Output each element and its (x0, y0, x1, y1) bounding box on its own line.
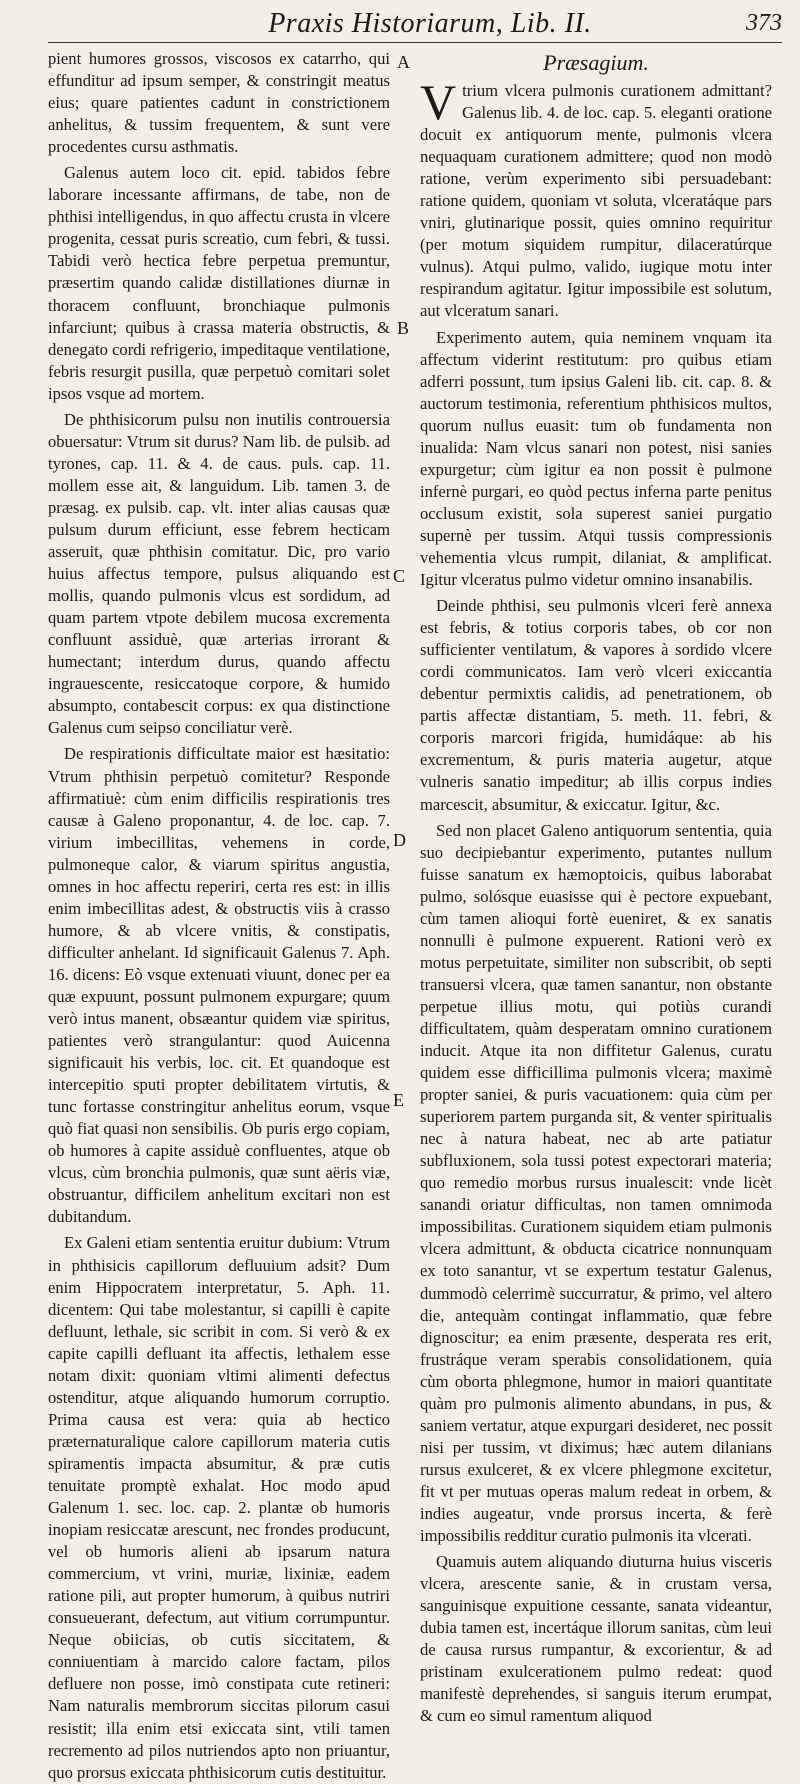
paragraph-text: trium vlcera pulmonis curationem admittant? Galenus lib. 4. de loc. cap. 5. eleganti oratione docuit ex antiquorum mente, pulmonis vlcera nequaquam curationem admittere; quod non modò ratione, verùm experimento sibi persuadebant: ratione quidem, quoniam vt soluta, vlceratáque pars vniri, glutinarique possit, quies omnino requiritur (per motum siquidem rumpitur, dilaceratúrque vulnus). Atqui pulmo, valido, iugique motu inter respirandum agitatur. Igitur impossibile est solutum, aut vlceratum sanari. (420, 81, 772, 321)
paragraph: De respirationis difficultate maior est hæsitatio: Vtrum phthisin perpetuò comitetur? Responde affirmatiuè: cùm enim difficilis respirationis tres causæ à Galeno proponantur, 4. de loc. cap. 7. virium imbecillitas, vehemens in corde, pulmoneque calor, & viarum spiritus angustia, omnes in hoc affectu reperiri, certa res est: in illis enim imbecillitas adest, & obstructis viis à crasso humore, & ab vlcere vnitis, & constipatis, difficulter anhelant. Id significauit Galenus 7. Aph. 16. dicens: Eò vsque extenuati viuunt, donec per ea quæ expuunt, possunt pulmonem expurgare; quum verò intus manent, obsæantur quidem viæ spiritus, patientes verò strangulantur: quod Auicenna significauit his verbis, loc. cit. Et quandoque est intercepitio sputi propter debilitatem virtutis, & tunc fortasse constringitur anhelitus eorum, vsque quò fiat quasi non sensibilis. Ob puris ergo copiam, ob humores à capite assiduè confluentes, atque ob vlcus, cùm bronchia pulmonis, quæ sunt aëris viæ, obstruantur, difficilem anhelitum excitari non est dubitandum. (48, 744, 390, 1227)
section-title: Præsagium. (543, 50, 649, 75)
right-column (420, 48, 772, 1727)
margin-letter-d: D (393, 830, 406, 850)
paragraph: Deinde phthisi, seu pulmonis vlceri ferè annexa est febris, & totius corporis tabes, ob cor non sufficienter ventilatum, & vapores à sordido vlcere cordi communicatos. Iam verò vlceri exiccantia debentur permixtis calidis, ad penetrationem, ob partis affectæ distantiam, 5. meth. 11. febri, & corporis marcori frigida, humidáque: ab his excrementum, & puris materia augetur, atque vulneris sanatio impeditur; ab illis corpus indies marcescit, absumitur, & exiccatur. Igitur, &c. (420, 596, 772, 814)
margin-letter-b: B (397, 318, 410, 338)
margin-letter-a: A (397, 52, 410, 72)
paragraph (420, 74, 772, 323)
paragraph: Ex Galeni etiam sententia eruitur dubium: Vtrum in phthisicis capillorum defluuium adsit? Dum enim Hippocratem interpretatur, 5. Aph. 11. dicentem: Qui tabe molestantur, si capilli è capite defluunt, lethale, sic scribit in com. Si verò & ex capite capilli defluant ita affectis, lethalem esse notam dixit: quoniam vltimi alimenti defectus ostenditur, atque aliquando humorum corruptio. Prima causa est vera: quia ab hectico præternaturalique calore capillorum materia cutis spiramentis impacta absumitur, & præ cutis tenuitate promptè exhalat. Hoc modo apud Galenum 1. sec. loc. cap. 2. plantæ ob humoris inopiam resiccatæ arescunt, nec frondes producunt, vel ob humoris alieni ab ipsarum natura commercium, vt vrini, muriæ, lixiniæ, eadem ratione pili, aut propter humorum, à quibus nutriri consueuerant, defectum, aut vitium corrumpuntur. Neque obiicias, ob cutis siccitatem, & conniuentiam à marcido calore factam, pilos defluere non posse, imò constipata cute retineri: Nam naturalis membrorum siccitas pilorum casui resistit; illa enim etsi exiccata sint, vtili tamen recremento ad pilos nutriendos apto non priuantur, quo prorsus exiccata phthisicorum cutis destituitur. (48, 1233, 390, 1782)
page-number: 373 (746, 10, 782, 36)
paragraph: Sed non placet Galeno antiquorum sententia, quia suo decipiebantur experimento, putantes nullum fuisse sanatum ex hæmoptoicis, quibus laborabat pulmo, solósque euasisse qui è pectore expuebant, cùm tamen alioqui fortè eueniret, & ex sanatis nonnulli è pulmone expuerent. Rationi verò ex motus perpetuitate, similiter non subscribit, ob septi transuersi vlcera, quæ tamen sanantur, non obstante perpetue illius motu, qui potiùs curandi difficultatem, quàm desperatam omnino curationem inducit. Atque ita non diffitetur Galenus, curatu quidem esse difficillima pulmonis vlcera; maximè propter saniei, & puris vacuationem: quia cùm per superiorem partem purganda sit, & venter spiritualis nec à natura habeat, nec ab arte patiatur subfluxionem, sola tussi potest expectorari materia; quo remedio morbus rursus inualescit: vnde licèt sanandi oriatur difficultas, non tamen omnimoda impossibilitas. Curationem siquidem etiam pulmonis vlcera admittunt, & obducta cicatrice nonnunquam ex toto sanantur, vt se expertum testatur Galenus, dummodò celerrimè succurratur, & primo, vel altero die, antequàm contingat inflammatio, quæ febre dignoscitur; ea enim præsente, desperata res erit, frustráque veram sperabis consolidationem, quia cùm oborta phlegmone, humor in maiori quantitate quàm pro pulmonis alimento abundans, in pus, & saniem vertatur, atque expurgari desideret, nec possit nisi per tussim, vt diximus; hæc autem dilanians rursus exulceret, & ex vlcere phlegmone excitetur, fit vt per mutuas operas malum redeat in orbem, & indies augeatur, vnde prorsus incerta, & ferè impossibilis redditur curatio pulmonis ita vlcerati. (420, 820, 772, 1546)
paragraph: Galenus autem loco cit. epid. tabidos febre laborare incessante affirmans, de tabe, non de phthisi intelligendus, in quo affectu crusta in vlcere progenita, cessat puris screatio, cum febri, & tussi. Tabidi verò hectica febre perpetua premuntur, præsertim quando calidæ distillationes diurnæ in thoracem confluunt, bronchiaque pulmonis infarciunt; quibus à crassa materia obstructis, & denegato cordi refrigerio, impeditaque ventilatione, febris resurgit pusilla, quæ perpetuò comitari solet ipsos vsque ad mortem. (48, 163, 390, 403)
paragraph: De phthisicorum pulsu non inutilis controuersia obuersatur: Vtrum sit durus? Nam lib. de pulsib. ad tyrones, cap. 11. & 4. de caus. puls. cap. 11. mollem esse ait, & languidum. Lib. tamen 3. de præsag. ex pulsib. cap. vlt. inter alias causas quæ pulsum durum efficiunt, esse febrem hecticam asseruit, quæ phthisin comitatur. Dic, pro vario huius affectus tempore, pulsus aliquando est mollis, quando pulmonis vlcus est sordidum, ad quam partem vtpote debilem mucosa excrementa confluunt assiduè, quæ arterias irrorant & humectant; interdum durus, quando affectu ingrauescente, resiccatoque corpore, & humido absumpto, contabescit corpus: ex qua distinctione Galenus cum seipso conciliatur verè. (48, 409, 390, 738)
margin-letter-c: C (393, 566, 406, 586)
paragraph: Experimento autem, quia neminem vnquam ita affectum viderint restitutum: pro quibus etiam adferri possunt, tum ipsius Galeni lib. cit. cap. 8. & auctorum testimonia, referentium phthisicos multos, quorum nullus euasit: tum ob fundamenta non inualida: Nam vlcus sanari non potest, nisi sanies expurgetur; cùm igitur ea non possit è pulmone infernè purgari, eo quòd pectus inferna parte penitus occlusum existit, sola superest saniei purgatio supernè per tussim. Atqui tussis compressionis vehementia vlcus rumpit, dilaniat, & amplificat. Igitur vlceratus pulmo videtur omnino insanabilis. (420, 327, 772, 590)
page-header (0, 0, 800, 46)
running-head: Praxis Historiarum, Lib. II. (268, 8, 592, 39)
drop-cap: V (420, 74, 457, 130)
paragraph: pient humores grossos, viscosos ex catarrho, qui effunditur ad ipsum semper, & constringit meatus eius; quare patientes cadunt in constrictionem anhelitus, & tussim frequentem, & sunt vere procedentes cursu asthmatis. (48, 49, 390, 157)
margin-letter-e: E (393, 1090, 404, 1110)
header-rule (48, 42, 782, 43)
left-column (48, 48, 390, 1784)
paragraph: Quamuis autem aliquando diuturna huius visceris vlcera, arescente sanie, & in crustam versa, sanguinisque expuitione cessante, sanata videantur, dubia tamen est, incertáque illorum sanitas, cùm leui de causa rursus rumpantur, & excorientur, & ad pristinam exulcerationem pulmo redeat: quod manifestè deprehendes, si sanguis iterum erumpat, & cum eo simul ramentum aliquod (420, 1552, 772, 1726)
